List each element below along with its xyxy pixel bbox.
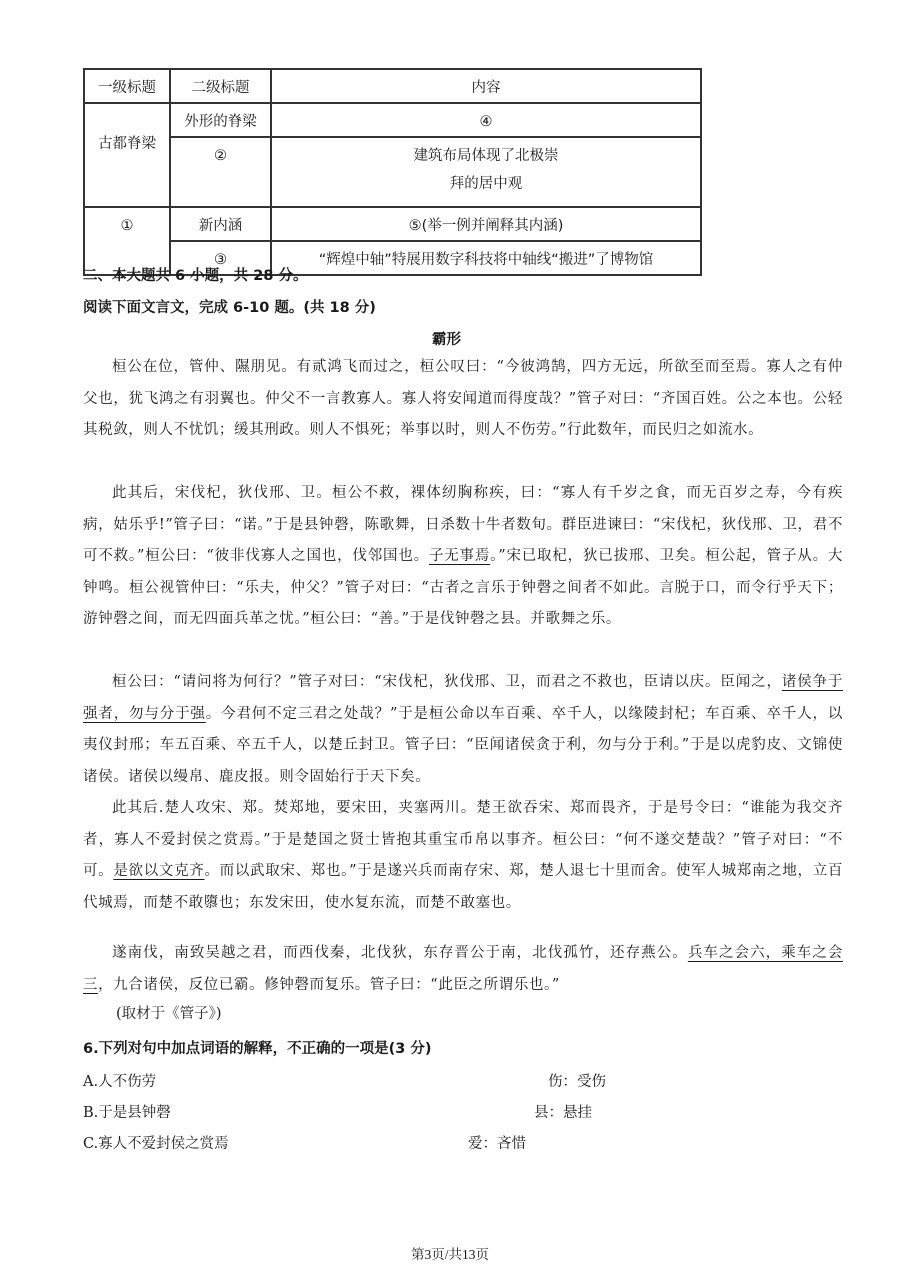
paragraph-text: 。”宋已取杞，狄已拔邢、卫矣。桓公起，管子从。大钟鸣。桓公视管仲曰：“乐夫，仲父？”管子对曰：“古者之言乐于钟磬之间者不如此。言脱于口，而令行乎天下；游钟磬之间，而无四面兵革之忧。”桓公曰：“善。”于是伐钟磬之县。并歌舞之乐。 <box>83 548 843 627</box>
cell-content: “辉煌中轴”特展用数字科技将中轴线“搬进”了博物馆 <box>271 241 701 275</box>
underlined-phrase: 是欲以文克齐 <box>113 863 205 879</box>
cell-level1: 古都脊梁 <box>84 103 170 207</box>
cell-level2: 外形的脊梁 <box>170 103 271 137</box>
paragraph-text: 此其后.楚人攻宋、郑。焚郑地，要宋田，夹塞两川。楚王欲吞宋、郑而畏齐，于是号令曰：“谁能为我交齐者，寡人不爱封侯之赏焉。”于是楚国之贤士皆抱其重宝币帛以事齐。桓公曰：“何不遂交楚哉？”管子对曰：“不可。 <box>83 800 843 879</box>
header-level2: 二级标题 <box>170 69 271 103</box>
question-6-title: 6.下列对句中加点词语的解释，不正确的一项是(3 分) <box>83 1041 432 1057</box>
cell-content: ⑤(举一例并阐释其内涵) <box>271 207 701 241</box>
underlined-phrase: 兵车之会六，乘车之会三 <box>83 945 843 993</box>
passage-paragraph-5 <box>83 938 843 1001</box>
underlined-phrase: 子无事焉 <box>428 548 491 564</box>
paragraph-text: 此其后，宋伐杞，狄伐邢、卫。桓公不救，裸体纫胸称疾，曰：“寡人有千岁之食，而无百岁之寿，今有疾病，姑乐乎!”管子曰：“诺。”于是县钟磬，陈歌舞，日杀数十牛者数旬。群臣进谏曰：“宋伐杞，狄伐邢、卫，君不可不救。”桓公曰：“彼非伐寡人之国也，伐邻国也。 <box>83 485 843 564</box>
page-number: 第3页/共13页 <box>410 1247 489 1262</box>
passage-title: 霸形 <box>432 332 461 348</box>
option-b: B.于是县钟磬 <box>83 1105 171 1121</box>
table-row <box>84 137 701 207</box>
paragraph-text: 。而以武取宋、郑也。”于是遂兴兵而南存宋、郑，楚人退七十里而舍。使军人城郑南之地，立百代城焉，而楚不敢隳也；东发宋田，使水复东流，而楚不敢塞也。 <box>83 863 843 911</box>
table-header-row <box>84 69 701 103</box>
paragraph-text: 桓公曰：“请问将为何行？”管子对曰：“宋伐杞，狄伐邢、卫，而君之不救也，臣请以庆。臣闻之， <box>112 674 782 690</box>
section-heading: 二、本大题共 6 小题，共 28 分。 <box>83 268 308 284</box>
option-c: C.寡人不爱封侯之赏焉 <box>83 1136 229 1152</box>
cell-content-line: 拜的居中观 <box>449 176 523 192</box>
option-c-explanation: 爱：吝惜 <box>468 1136 526 1152</box>
cell-level1: ① <box>84 207 170 275</box>
passage-source: (取材于《管子》) <box>116 1006 222 1022</box>
option-a-explanation: 伤：受伤 <box>548 1074 606 1090</box>
cell-level2: ③ <box>170 241 271 275</box>
underlined-phrase: 诸侯争于强者，勿与分于强 <box>83 674 844 722</box>
table-row <box>84 207 701 241</box>
cell-content: ④ <box>271 103 701 137</box>
paragraph-text: ，九合诸侯，反位已霸。修钟磬而复乐。管子曰：“此臣之所谓乐也。” <box>98 976 560 993</box>
option-a: A.人不伤劳 <box>83 1074 157 1090</box>
paragraph-text: 遂南伐，南致吴越之君，而西伐秦，北伐狄，东存晋公于南，北伐孤竹，还存燕公。 <box>112 945 688 961</box>
passage-paragraph-1: 桓公在位，管仲、隰朋见。有贰鸿飞而过之，桓公叹曰：“今彼鸿鹄，四方无远，所欲至而至焉。寡人之有仲父也，犹飞鸿之有羽翼也。仲父不一言教寡人。寡人将安闻道而得度哉？”管子对曰：“齐国百姓。公之本也。公轻其税敛，则人不忧饥；缓其刑政。则人不惧死；举事以时，则人不伤劳。”行此数年，而民归之如流水。 <box>83 359 843 438</box>
header-level1: 一级标题 <box>84 69 170 103</box>
cell-content <box>271 137 701 207</box>
option-b-explanation: 县：悬挂 <box>534 1105 592 1121</box>
cell-content-line: 建筑布局体现了北极崇 <box>413 148 559 164</box>
table-row <box>84 103 701 137</box>
reading-instruction: 阅读下面文言文，完成 6-10 题。(共 18 分) <box>83 300 376 316</box>
header-content: 内容 <box>271 69 701 103</box>
paragraph-text: 。今君何不定三君之处哉？”于是桓公命以车百乘、卒千人，以缘陵封杞；车百乘、卒千人，以夷仪封邢；车五百乘、卒五千人，以楚丘封卫。管子曰：“臣闻诸侯贪于利，勿与分于利。”于是以虎豹皮、文锦使诸侯。诸侯以缦帛、鹿皮报。则令固始行于天下矣。 <box>83 705 843 785</box>
cell-level2: ② <box>170 137 271 207</box>
cell-level2: 新内涵 <box>170 207 271 241</box>
passage-paragraph-4 <box>83 793 843 919</box>
passage-paragraph-2 <box>83 478 843 636</box>
outline-table <box>83 68 702 276</box>
passage-paragraph-3 <box>83 667 843 793</box>
